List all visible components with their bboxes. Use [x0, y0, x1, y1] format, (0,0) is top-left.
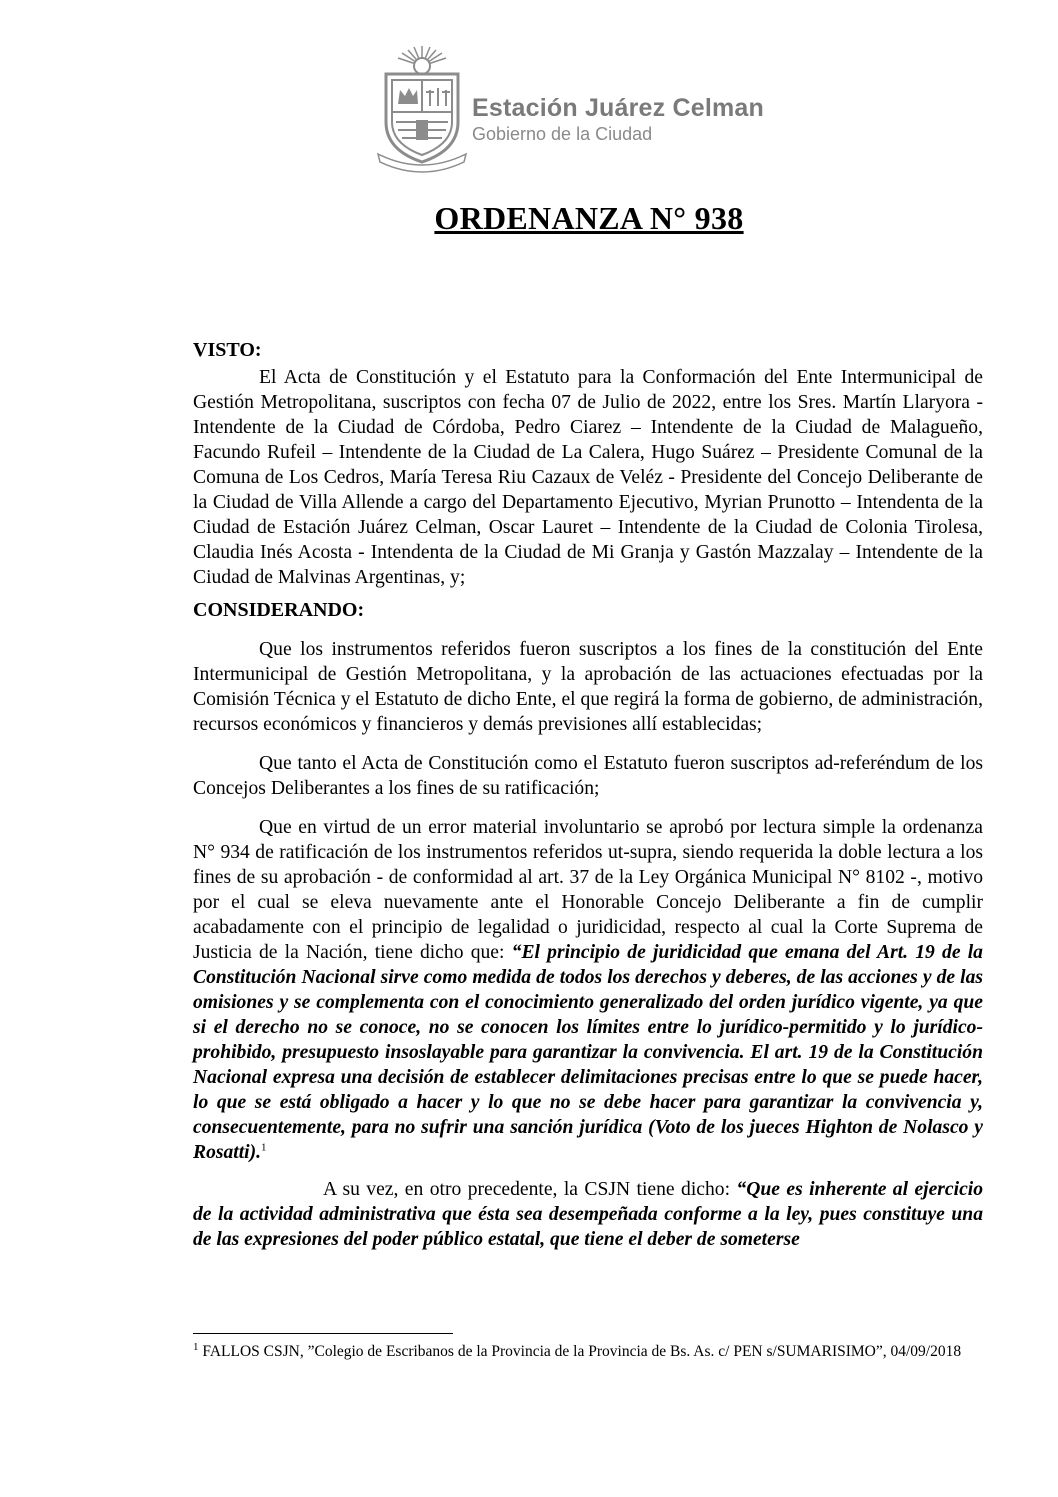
municipal-logo — [372, 44, 765, 174]
footnote-mark: 1 — [193, 1340, 199, 1353]
considerando-paragraph-1: Que los instrumentos referidos fueron suscriptos a los fines de la constitución del Ente Intermunicipal de Gestión Metropolitana, y la aprobación de las actuaciones efectuadas por la Comisión Técnica y el Estatuto de dicho Ente, el que regirá la forma de gobierno, de administración, recursos económicos y financieros y demás previsiones allí establecidas; — [193, 639, 983, 735]
considerando-paragraph-2: Que tanto el Acta de Constitución como el Estatuto fueron suscriptos ad-referéndum de los Concejos Deliberantes a los fines de su ratificación; — [193, 753, 983, 799]
considerando-heading: CONSIDERANDO: — [193, 599, 365, 621]
paragraph-4-text: A su vez, en otro precedente, la CSJN tiene dicho: — [323, 1179, 737, 1200]
coat-of-arms-icon — [372, 44, 472, 174]
footnote-reference: 1 — [261, 1141, 267, 1154]
footnote-divider — [193, 1333, 453, 1334]
court-quote: “El principio de juridicidad que emana del Art. 19 de la Constitución Nacional sirve como medida de todos los derechos y deberes, de las acciones y de las omisiones y se complementa con el conocimiento generalizado del orden jurídico vigente, ya que si el derecho no se conoce, no se conocen los límites entre lo jurídico-permitido y lo jurídico-prohibido, presupuesto insoslayable para garantizar la convivencia. El art. 19 de la Constitución Nacional expresa una decisión de establecer delimitaciones precisas entre lo que se puede hacer, lo que se está obligado a hacer y lo que no se debe hacer para garantizar la convivencia y, consecuentemente, para no sufrir una sanción jurídica (Voto de los jueces Highton de Nolasco y Rosatti). — [193, 942, 983, 1163]
footnote-text: FALLOS CSJN, ”Colegio de Escribanos de la Provincia de la Provincia de Bs. As. c/ PEN s/SUMARISIMO”, 04/09/2018 — [198, 1343, 962, 1360]
org-subtitle: Gobierno de la Ciudad — [472, 124, 653, 144]
visto-heading: VISTO: — [193, 339, 262, 361]
paragraph-3-text: Que en virtud de un error material involuntario se aprobó por lectura simple la ordenanza N° 934 de ratificación de los instrumentos referidos ut-supra, siendo requerida la doble lectura a los fines de su aprobación - de conformidad al art. 37 de la Ley Orgánica Municipal N° 8102 -, motivo por el cual se eleva nuevamente ante el Honorable Concejo Deliberante a fin de cumplir acabadamente con el principio de legalidad o juridicidad, respecto al cual la Corte Suprema de Justicia de la Nación, tiene dicho que: — [193, 817, 983, 963]
csjn-quote: “Que es inherente al ejercicio de la actividad administrativa que ésta sea desempeñada conforme a la ley, pues constituye una de las expresiones del poder público estatal, que tiene el deber de someterse — [193, 1179, 984, 1250]
document-body — [193, 338, 983, 1262]
footnote — [193, 1341, 983, 1362]
org-name: Estación Juárez Celman — [472, 94, 765, 122]
document-title: ORDENANZA N° 938 — [434, 200, 744, 236]
visto-paragraph: El Acta de Constitución y el Estatuto para la Conformación del Ente Intermunicipal de Gestión Metropolitana, suscriptos con fecha 07 de Julio de 2022, entre los Sres. Martín Llaryora - Intendente de la Ciudad de Córdoba, Pedro Ciarez – Intendente de la Ciudad de Malagueño, Facundo Rufeil – Intendente de la Ciudad de La Calera, Hugo Suárez – Presidente Comunal de la Comuna de Los Cedros, María Teresa Riu Cazaux de Veléz - Presidente del Concejo Deliberante de la Ciudad de Villa Allende a cargo del Departamento Ejecutivo, Myrian Prunotto – Intendenta de la Ciudad de Estación Juárez Celman, Oscar Lauret – Intendente de la Ciudad de Colonia Tirolesa, Claudia Inés Acosta - Intendenta de la Ciudad de Mi Granja y Gastón Mazzalay – Intendente de la Ciudad de Malvinas Argentinas, y; — [193, 367, 983, 588]
considerando-paragraph-4 — [193, 1177, 983, 1252]
considerando-paragraph-3 — [193, 815, 983, 1165]
